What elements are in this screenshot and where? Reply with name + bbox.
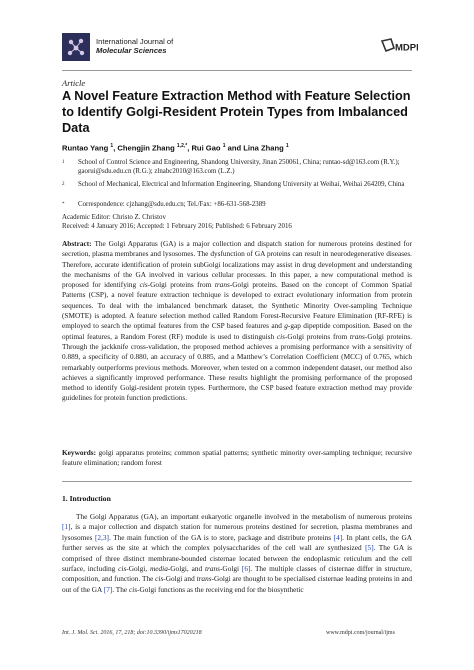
abstract-italic: g xyxy=(284,321,288,331)
article-title: A Novel Feature Extraction Method with Feature Selection to Identify Golgi-Resident Protein Types from Imbalanced Data xyxy=(62,89,411,135)
author-affiliation-mark: 1 xyxy=(110,143,114,149)
body-text: , is a major collection and dispatch station for numerous proteins destined for secretion, plasma membranes and lysosomes xyxy=(62,522,412,542)
keywords xyxy=(62,448,412,469)
body-italic: trans xyxy=(196,574,212,584)
journal-name-line1: International Journal of xyxy=(96,37,174,46)
abstract-label: Abstract: xyxy=(62,239,92,248)
body-text: -Golgi, and xyxy=(167,564,205,574)
abstract-text: -Golgi proteins from xyxy=(285,331,350,341)
header-divider xyxy=(62,70,412,71)
author-list: Runtao Yang $^1$, Chengjin Zhang $^{1,2,*}$, Rui Gao $^1$ and Lina Zhang $^1$ xyxy=(62,143,289,153)
body-text: -Golgi and xyxy=(163,574,197,584)
introduction-paragraph xyxy=(62,512,412,595)
abstract-text: -Golgi proteins from xyxy=(147,280,215,290)
section-heading: 1. Introduction xyxy=(62,494,111,503)
body-text: -Golgi functions as the receiving end for the biosynthetic xyxy=(137,584,304,594)
keywords-label: Keywords: xyxy=(62,448,97,457)
body-text: -Golgi, xyxy=(126,564,151,574)
article-dates: Received: 4 January 2016; Accepted: 1 February 2016; Published: 6 February 2016 xyxy=(62,223,292,230)
abstract-italic: trans xyxy=(349,331,365,341)
footer-citation: Int. J. Mol. Sci. 2016, 17, 218; doi:10.3390/ijms17020218 xyxy=(62,630,202,636)
citation-link[interactable]: [2,3] xyxy=(94,532,109,542)
author-affiliation-mark: 1 xyxy=(285,143,289,149)
body-italic: cis xyxy=(155,574,164,584)
body-text: . In plant cells, the GA further serves as the site at which the complex polysaccharides of the cell wall are synthesized xyxy=(62,532,413,553)
body-italic: trans xyxy=(204,564,220,574)
body-text: . The multiple classes of cisternae differ in structure, composition, and function. The xyxy=(62,564,412,584)
citation-link[interactable]: [1] xyxy=(62,522,71,532)
journal-logo-icon xyxy=(62,33,90,61)
footer-url[interactable]: www.mdpi.com/journal/ijms xyxy=(326,630,395,636)
publisher-name: MDPI xyxy=(395,42,418,54)
correspondence-text: Correspondence: cjzhang@sdu.edu.cn; Tel./Fax: +86-631-568-2389 xyxy=(78,201,266,208)
section-divider xyxy=(62,481,412,482)
body-text: . The main function of the GA is to store, package and distribute proteins xyxy=(108,532,334,542)
body-text: The Golgi Apparatus (GA), an important eukaryotic organelle involved in the metabolism of numerous proteins xyxy=(76,512,412,521)
abstract-italic: trans xyxy=(214,280,230,290)
body-italic: cis xyxy=(118,564,127,574)
body-italic: cis xyxy=(128,584,138,594)
author-name: Runtao Yang xyxy=(62,143,109,153)
affiliation-text: School of Mechanical, Electrical and Information Engineering, Shandong University at Weihai, Weihai 264209, China xyxy=(78,181,405,188)
citation-link[interactable]: [7] xyxy=(103,584,113,594)
author-affiliation-mark: 1 xyxy=(222,143,226,149)
academic-editor: Academic Editor: Christo Z. Christov xyxy=(62,214,166,221)
abstract xyxy=(62,239,412,404)
abstract-text: -Golgi proteins. Through the jackknife cross-validation, the proposed method achieves a promising performance with a sensitivity of 0.889, a specificity of 0.880, an accuracy of 0.885, and a Matthew’s Correlation Coefficient (MCC) of 0.765, which remarkably outperforms previous methods. Moreover, when tested on a common independent dataset, our method also achieves a significantly improved performance. These results highlight the promising performance of the proposed method to identify Golgi-resident protein types. Furthermore, the CSP based feature extraction method may provide guidelines for protein function predictions. xyxy=(62,331,413,403)
author-affiliation-mark: 1,2,* xyxy=(176,143,188,149)
body-text: -Golgi are thought to be specialised cisternae leading proteins in and out of the GA xyxy=(62,574,412,594)
affiliation-mark: 2 xyxy=(62,182,65,187)
citation-link[interactable]: [6] xyxy=(241,564,251,574)
affiliation-mark: 1 xyxy=(62,160,65,165)
body-text: -Golgi xyxy=(220,564,242,574)
publisher-logo xyxy=(380,38,418,56)
author-name: Rui Gao xyxy=(191,143,221,153)
abstract-text: -Golgi proteins. Based on the concept of Common Spatial Patterns (CSP), a novel feature extraction technique is developed to extract evolutionary information from protein sequences. To deal with the imbalanced benchmark dataset, the Synthetic Minority Over-sampling Technique (SMOTE) is adopted. A feature selection method called Random Forest-Recursive Feature Elimination (RF-RFE) is employed to search the optimal features from the CSP based features and xyxy=(62,280,413,331)
author-name: Lina Zhang xyxy=(243,143,284,153)
abstract-italic: cis xyxy=(139,280,148,290)
body-italic: media xyxy=(150,564,168,574)
citation-link[interactable]: [4] xyxy=(333,532,343,542)
abstract-text: -gap dipeptide composition. Based on the optimal features, a Random Forest (RF) module is used to distinguish xyxy=(62,321,412,341)
journal-name-line2: Molecular Sciences xyxy=(96,46,167,56)
article-type: Article xyxy=(62,78,86,88)
author-name: Chengjin Zhang xyxy=(117,143,175,153)
affiliation-mark: * xyxy=(62,202,65,207)
body-text: . The xyxy=(112,584,129,594)
body-text: . The GA is comprised of three distinct membrane-bounded cisternae located between the endoplasmic reticulum and the cell surface, including xyxy=(62,543,412,574)
keywords-text: golgi apparatus proteins; common spatial patterns; synthetic minority over-sampling technique; recursive feature elimination; random forest xyxy=(62,448,412,468)
citation-link[interactable]: [5] xyxy=(365,543,374,553)
affiliation-text: School of Control Science and Engineering, Shandong University, Jinan 250061, China; runtao-sd@163.com (R.Y.); gaorui@sdu.edu.cn (R.G.); zlnabc2010@163.com (L.Z.) xyxy=(78,159,400,175)
journal-name xyxy=(96,37,173,55)
abstract-italic: cis xyxy=(276,331,285,341)
abstract-text: The Golgi Apparatus (GA) is a major collection and dispatch station for numerous proteins destined for secretion, plasma membranes and lysosomes. The dysfunction of GA proteins can result in neurodegenerative diseases. Therefore, accurate identification of protein subGolgi localizations may assist in drug development and understanding the mechanisms of the GA involved in various cellular processes. In this paper, a new computational method is proposed for identifying xyxy=(62,239,413,290)
